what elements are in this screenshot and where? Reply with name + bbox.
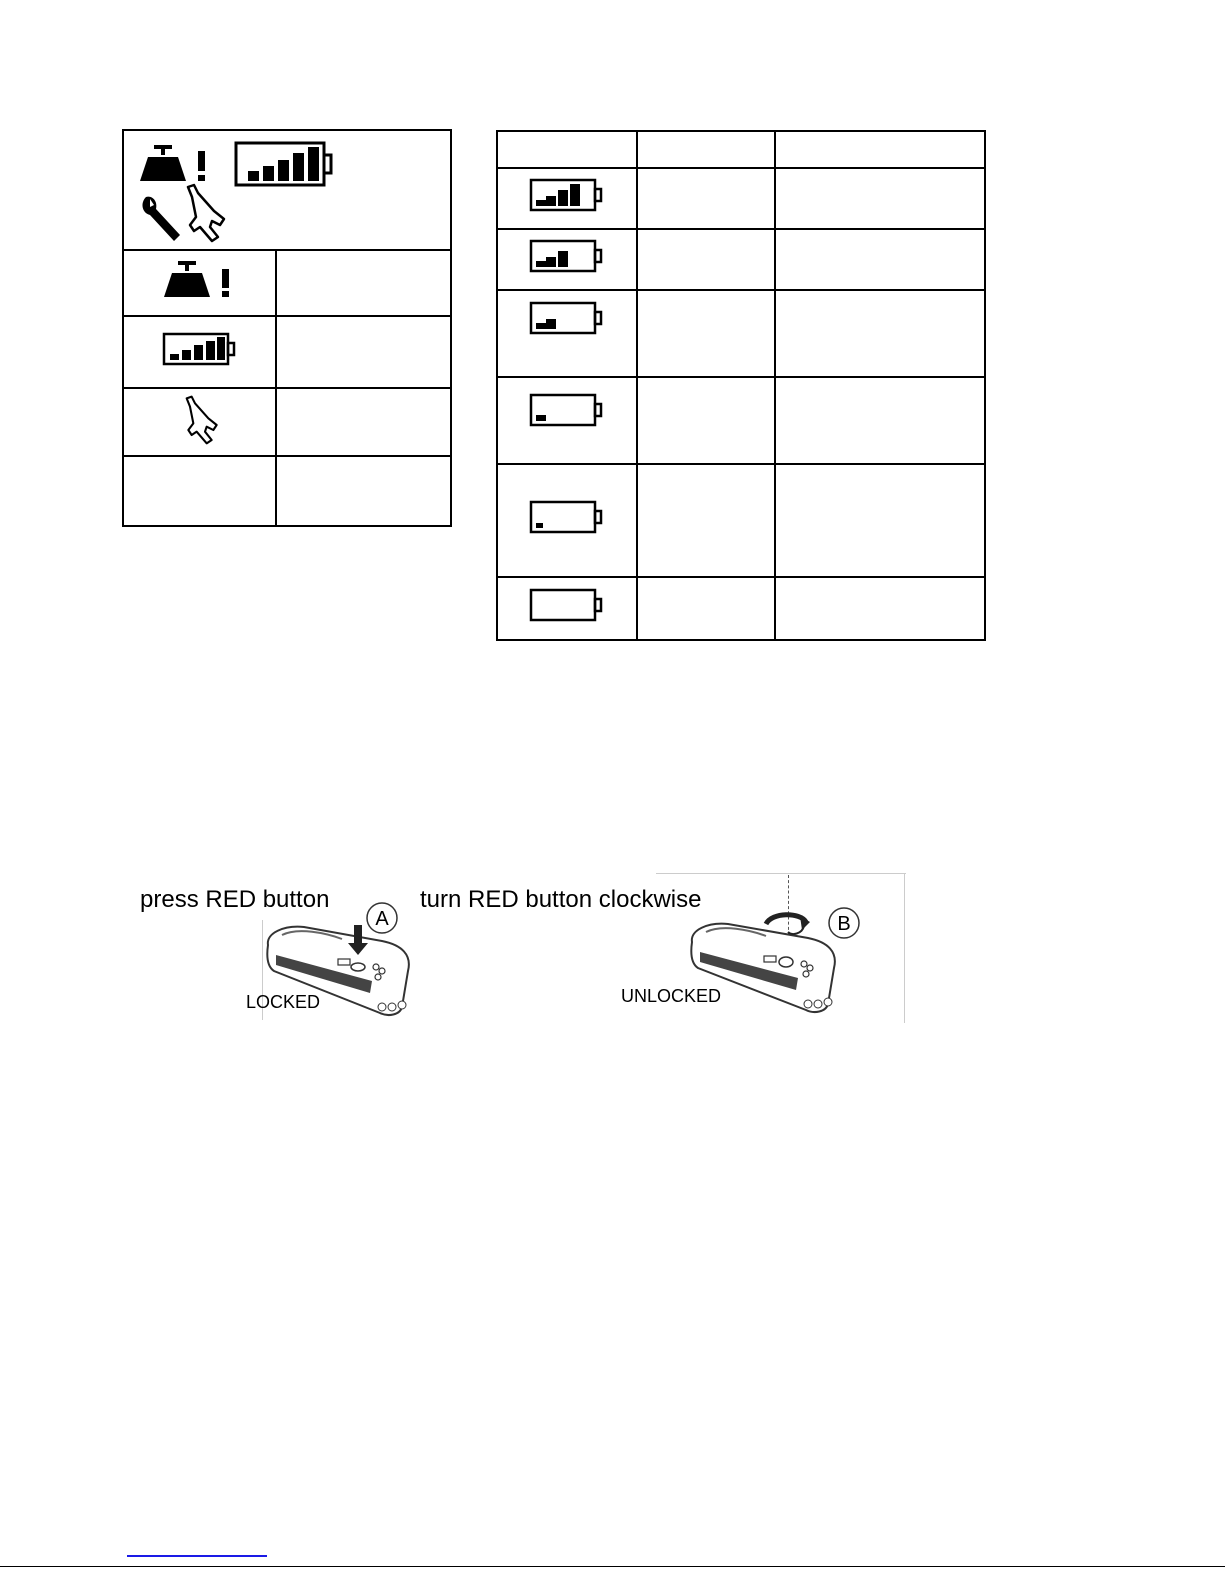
header-cell: [497, 131, 637, 168]
battery-4-bars-icon: [529, 177, 605, 215]
header-cell: [775, 131, 985, 168]
table-row: [497, 464, 985, 577]
battery-status-table: [496, 130, 986, 641]
battery-icon-cell: [497, 229, 637, 290]
display-overview-cell: [123, 130, 451, 250]
legend-row-icon-cell: [123, 316, 276, 388]
battery-terminal: [595, 511, 601, 523]
battery-bar: [558, 251, 568, 267]
battery-outline: [531, 590, 595, 620]
spray-gun-icon: [180, 183, 228, 243]
header-cell: [637, 131, 775, 168]
legend-row-icon-cell: [123, 250, 276, 316]
battery-terminal: [595, 404, 601, 416]
footer-link-underline[interactable]: [127, 1555, 267, 1557]
step-a-instruction: press RED button: [140, 886, 330, 913]
table-cell: [775, 290, 985, 377]
rotate-arrow-icon: [762, 910, 812, 938]
table-row: [497, 229, 985, 290]
table-cell: [775, 464, 985, 577]
battery-bar: [558, 190, 568, 206]
battery-low-icon: [529, 499, 605, 537]
table-row: [497, 290, 985, 377]
battery-empty-icon: [529, 587, 605, 625]
table-cell: [637, 464, 775, 577]
legend-row-description: [276, 456, 451, 526]
legend-row-description: [276, 388, 451, 456]
battery-bar: [536, 323, 546, 329]
battery-full-icon: [162, 332, 238, 368]
table-row: [497, 168, 985, 229]
battery-bar: [546, 196, 556, 206]
battery-bar: [546, 257, 556, 267]
legend-row-icon-cell: [123, 388, 276, 456]
battery-bar: [536, 415, 546, 421]
step-b-instruction: turn RED button clockwise: [420, 886, 702, 913]
table-cell: [637, 229, 775, 290]
table-cell: [775, 577, 985, 640]
weight-warning-icon: [164, 261, 236, 301]
footer-rule: [0, 1566, 1225, 1567]
battery-terminal: [595, 599, 601, 611]
table-row: [497, 377, 985, 464]
marker-a: [364, 900, 400, 936]
table-header-row: [497, 131, 985, 168]
battery-bar: [536, 523, 543, 528]
table-cell: [637, 577, 775, 640]
marker-a-label: A: [375, 908, 389, 930]
battery-2-bars-icon: [529, 300, 605, 338]
battery-icon-cell: [497, 577, 637, 640]
locked-label: LOCKED: [246, 992, 321, 1012]
unlocked-label: UNLOCKED: [621, 986, 722, 1006]
battery-bar: [536, 200, 546, 206]
table-cell: [637, 377, 775, 464]
table-cell: [775, 229, 985, 290]
battery-terminal: [595, 250, 601, 262]
legend-row-icon-cell: [123, 456, 276, 526]
wrench-icon: [140, 193, 184, 245]
icon-legend-table: [122, 129, 452, 527]
battery-terminal: [595, 312, 601, 324]
battery-bar: [570, 184, 580, 206]
table-row: [497, 577, 985, 640]
legend-row-description: [276, 316, 451, 388]
marker-b-label: B: [837, 913, 851, 935]
table-cell: [637, 168, 775, 229]
battery-1-bar-icon: [529, 392, 605, 430]
table-cell: [775, 168, 985, 229]
battery-bar: [546, 319, 556, 329]
legend-row-description: [276, 250, 451, 316]
battery-icon-cell: [497, 377, 637, 464]
battery-3-bars-icon: [529, 238, 605, 276]
battery-bar: [536, 261, 546, 267]
battery-icon-cell: [497, 168, 637, 229]
battery-icon-cell: [497, 464, 637, 577]
spray-gun-icon: [180, 395, 220, 445]
table-cell: [775, 377, 985, 464]
battery-icon-cell: [497, 290, 637, 377]
marker-b: [826, 905, 862, 941]
battery-full-icon: [234, 141, 334, 191]
table-cell: [637, 290, 775, 377]
battery-terminal: [595, 189, 601, 201]
